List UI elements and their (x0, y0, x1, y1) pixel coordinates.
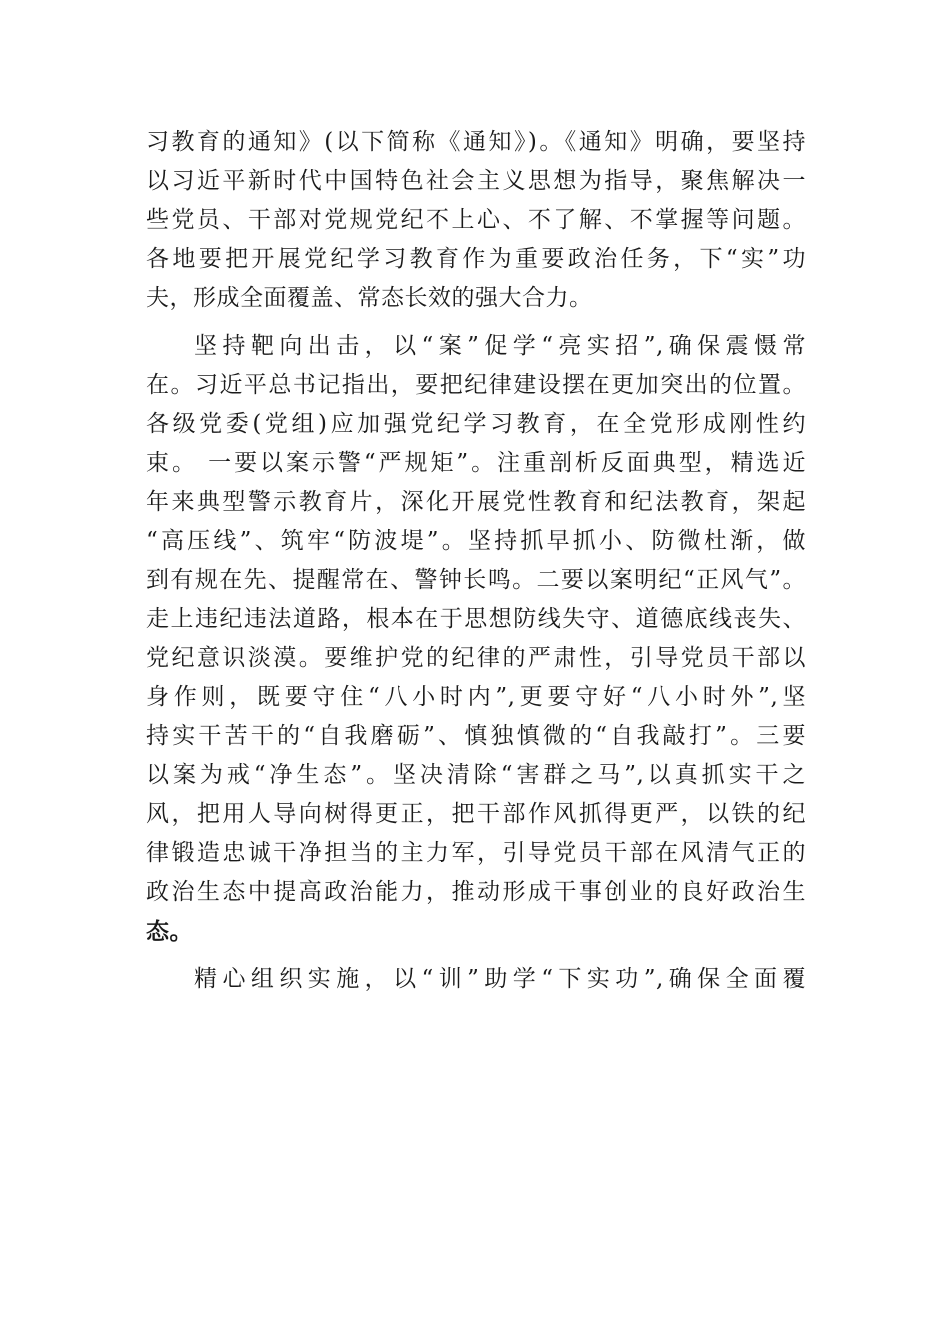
text-line: 夫，形成全面覆盖、常态长效的强大合力。 (146, 285, 593, 311)
text-line: “高压线”、筑牢“防波堤”。坚持抓早抓小、防微杜渐，做 (146, 528, 806, 554)
text-line: 各地要把开展党纪学习教育作为重要政治任务，下“实”功 (146, 246, 806, 272)
text-line: 些党员、干部对党规党纪不上心、不了解、不掌握等问题。 (146, 207, 806, 233)
text-line: 各级党委(党组)应加强党纪学习教育，在全党形成刚性约 (146, 411, 806, 437)
paragraph-1 (146, 123, 806, 318)
text-line: 精心组织实施，以“训”助学“下实功”,确保全面覆 (194, 966, 806, 992)
text-line: 以习近平新时代中国特色社会主义思想为指导，聚焦解决一 (146, 168, 806, 194)
text-line: 身作则，既要守住“八小时内”,更要守好“八小时外”,坚 (146, 684, 806, 710)
paragraph-spacer (146, 318, 806, 327)
document-body (146, 123, 806, 999)
text-line: 持实干苦干的“自我磨砺”、慎独慎微的“自我敲打”。三要 (146, 723, 806, 749)
text-line: 风，把用人导向树得更正，把干部作风抓得更严，以铁的纪 (146, 801, 806, 827)
paragraph-spacer (146, 951, 806, 960)
text-line: 走上违纪违法道路，根本在于思想防线失守、道德底线丧失、 (146, 606, 806, 632)
text-line: 年来典型警示教育片，深化开展党性教育和纪法教育，架起 (146, 489, 806, 515)
paragraph-3 (146, 960, 806, 999)
text-line: 以案为戒“净生态”。坚决清除“害群之马”,以真抓实干之 (146, 762, 806, 788)
text-line: 党纪意识淡漠。要维护党的纪律的严肃性，引导党员干部以 (146, 645, 806, 671)
text-line: 律锻造忠诚干净担当的主力军，引导党员干部在风清气正的 (146, 840, 806, 866)
text-line: 坚持靶向出击，以“案”促学“亮实招”,确保震慑常 (194, 333, 806, 359)
text-line: 政治生态中提高政治能力，推动形成干事创业的良好政治生 (146, 879, 806, 905)
text-line: 在。习近平总书记指出，要把纪律建设摆在更加突出的位置。 (146, 372, 806, 398)
paragraph-2 (146, 327, 806, 951)
text-line: 束。 一要以案示警“严规矩”。注重剖析反面典型，精选近 (146, 450, 806, 476)
text-line: 到有规在先、提醒常在、警钟长鸣。二要以案明纪“正风气”。 (146, 567, 806, 593)
text-line: 态。 (146, 918, 193, 945)
text-line: 习教育的通知》(以下简称《通知》)。《通知》明确，要坚持 (146, 129, 806, 155)
